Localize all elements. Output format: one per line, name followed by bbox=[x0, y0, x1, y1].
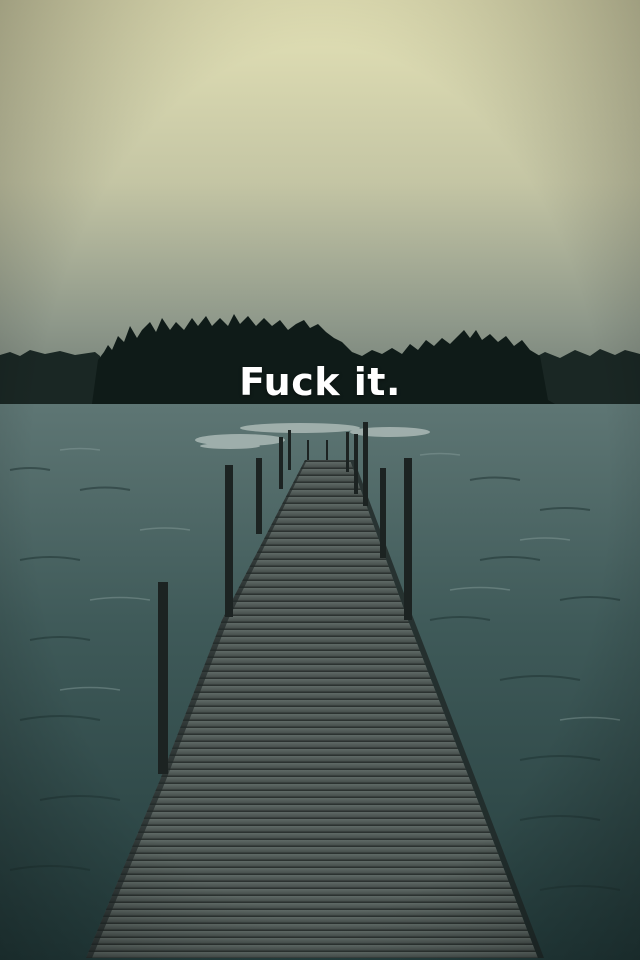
caption-text: Fuck it. bbox=[239, 360, 401, 404]
